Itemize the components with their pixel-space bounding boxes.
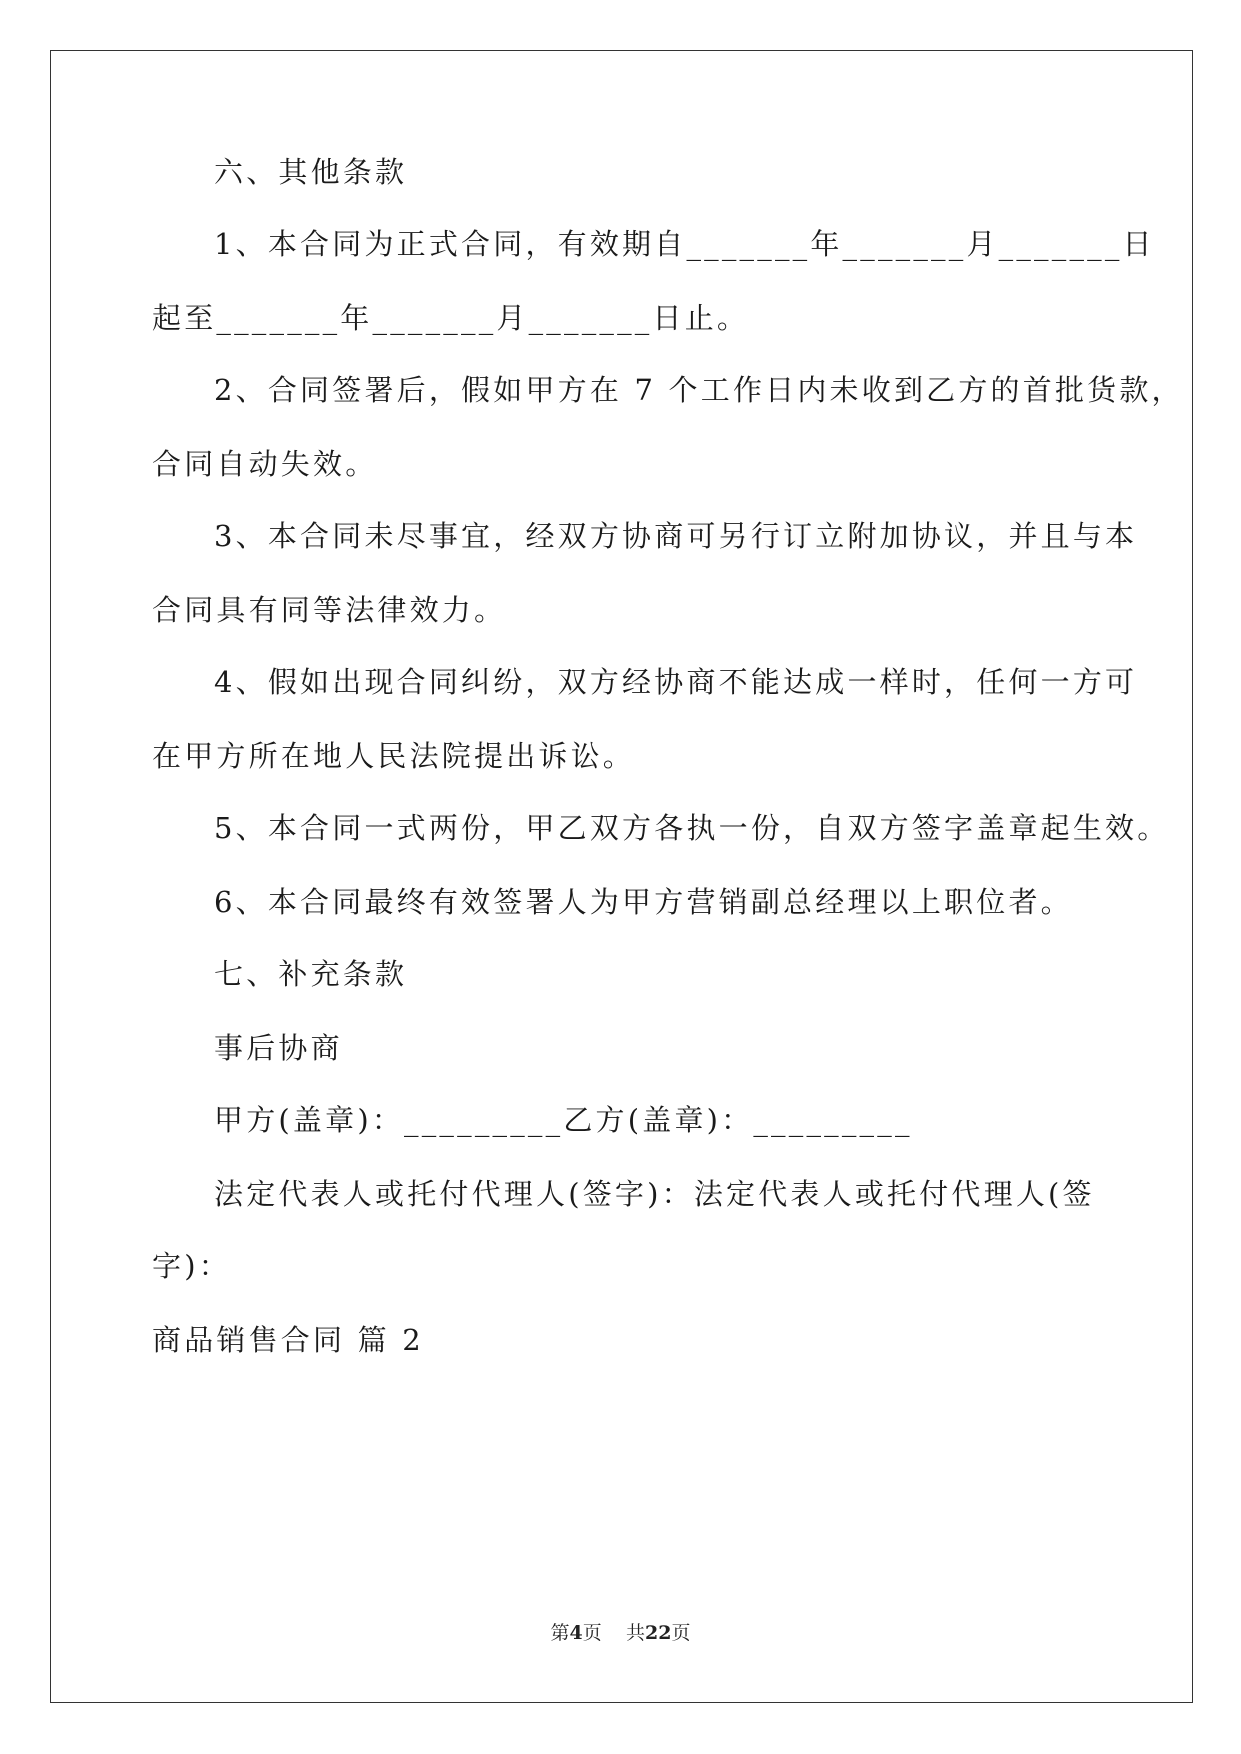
footer-page-number: 4 xyxy=(569,1622,583,1644)
next-article-title: 商品销售合同 篇 2 xyxy=(152,1323,424,1357)
footer-total-pages: 22 xyxy=(644,1622,672,1644)
footer-page-prefix: 第 xyxy=(550,1622,570,1644)
representative-line-1: 法定代表人或托付代理人(签字)：法定代表人或托付代理人(签 xyxy=(214,1177,1095,1211)
footer-total-suffix: 页 xyxy=(671,1622,691,1644)
representative-line-2: 字)： xyxy=(152,1249,231,1283)
footer-total-prefix: 共 xyxy=(625,1622,645,1644)
clause-2-line-1: 2、合同签署后，假如甲方在 7 个工作日内未收到乙方的首批货款， xyxy=(214,373,1184,407)
section-heading-other-terms: 六、其他条款 xyxy=(214,155,408,189)
section-heading-supplementary-terms: 七、补充条款 xyxy=(214,957,408,991)
signature-seal-line: 甲方(盖章)：_________乙方(盖章)：_________ xyxy=(214,1103,913,1137)
supplementary-text: 事后协商 xyxy=(214,1031,343,1065)
clause-1-line-2: 起至_______年_______月_______日止。 xyxy=(152,301,750,335)
clause-3-line-1: 3、本合同未尽事宜，经双方协商可另行订立附加协议，并且与本 xyxy=(214,519,1138,553)
clause-2-line-2: 合同自动失效。 xyxy=(152,447,378,481)
clause-1-line-1: 1、本合同为正式合同，有效期自_______年_______月_______日 xyxy=(214,227,1155,261)
footer-page-suffix: 页 xyxy=(582,1622,602,1644)
clause-4-line-1: 4、假如出现合同纠纷，双方经协商不能达成一样时，任何一方可 xyxy=(214,665,1138,699)
clause-5: 5、本合同一式两份，甲乙双方各执一份，自双方签字盖章起生效。 xyxy=(214,811,1170,845)
clause-6: 6、本合同最终有效签署人为甲方营销副总经理以上职位者。 xyxy=(214,885,1073,919)
page-footer xyxy=(0,1621,1241,1645)
clause-3-line-2: 合同具有同等法律效力。 xyxy=(152,593,507,627)
clause-4-line-2: 在甲方所在地人民法院提出诉讼。 xyxy=(152,739,636,773)
